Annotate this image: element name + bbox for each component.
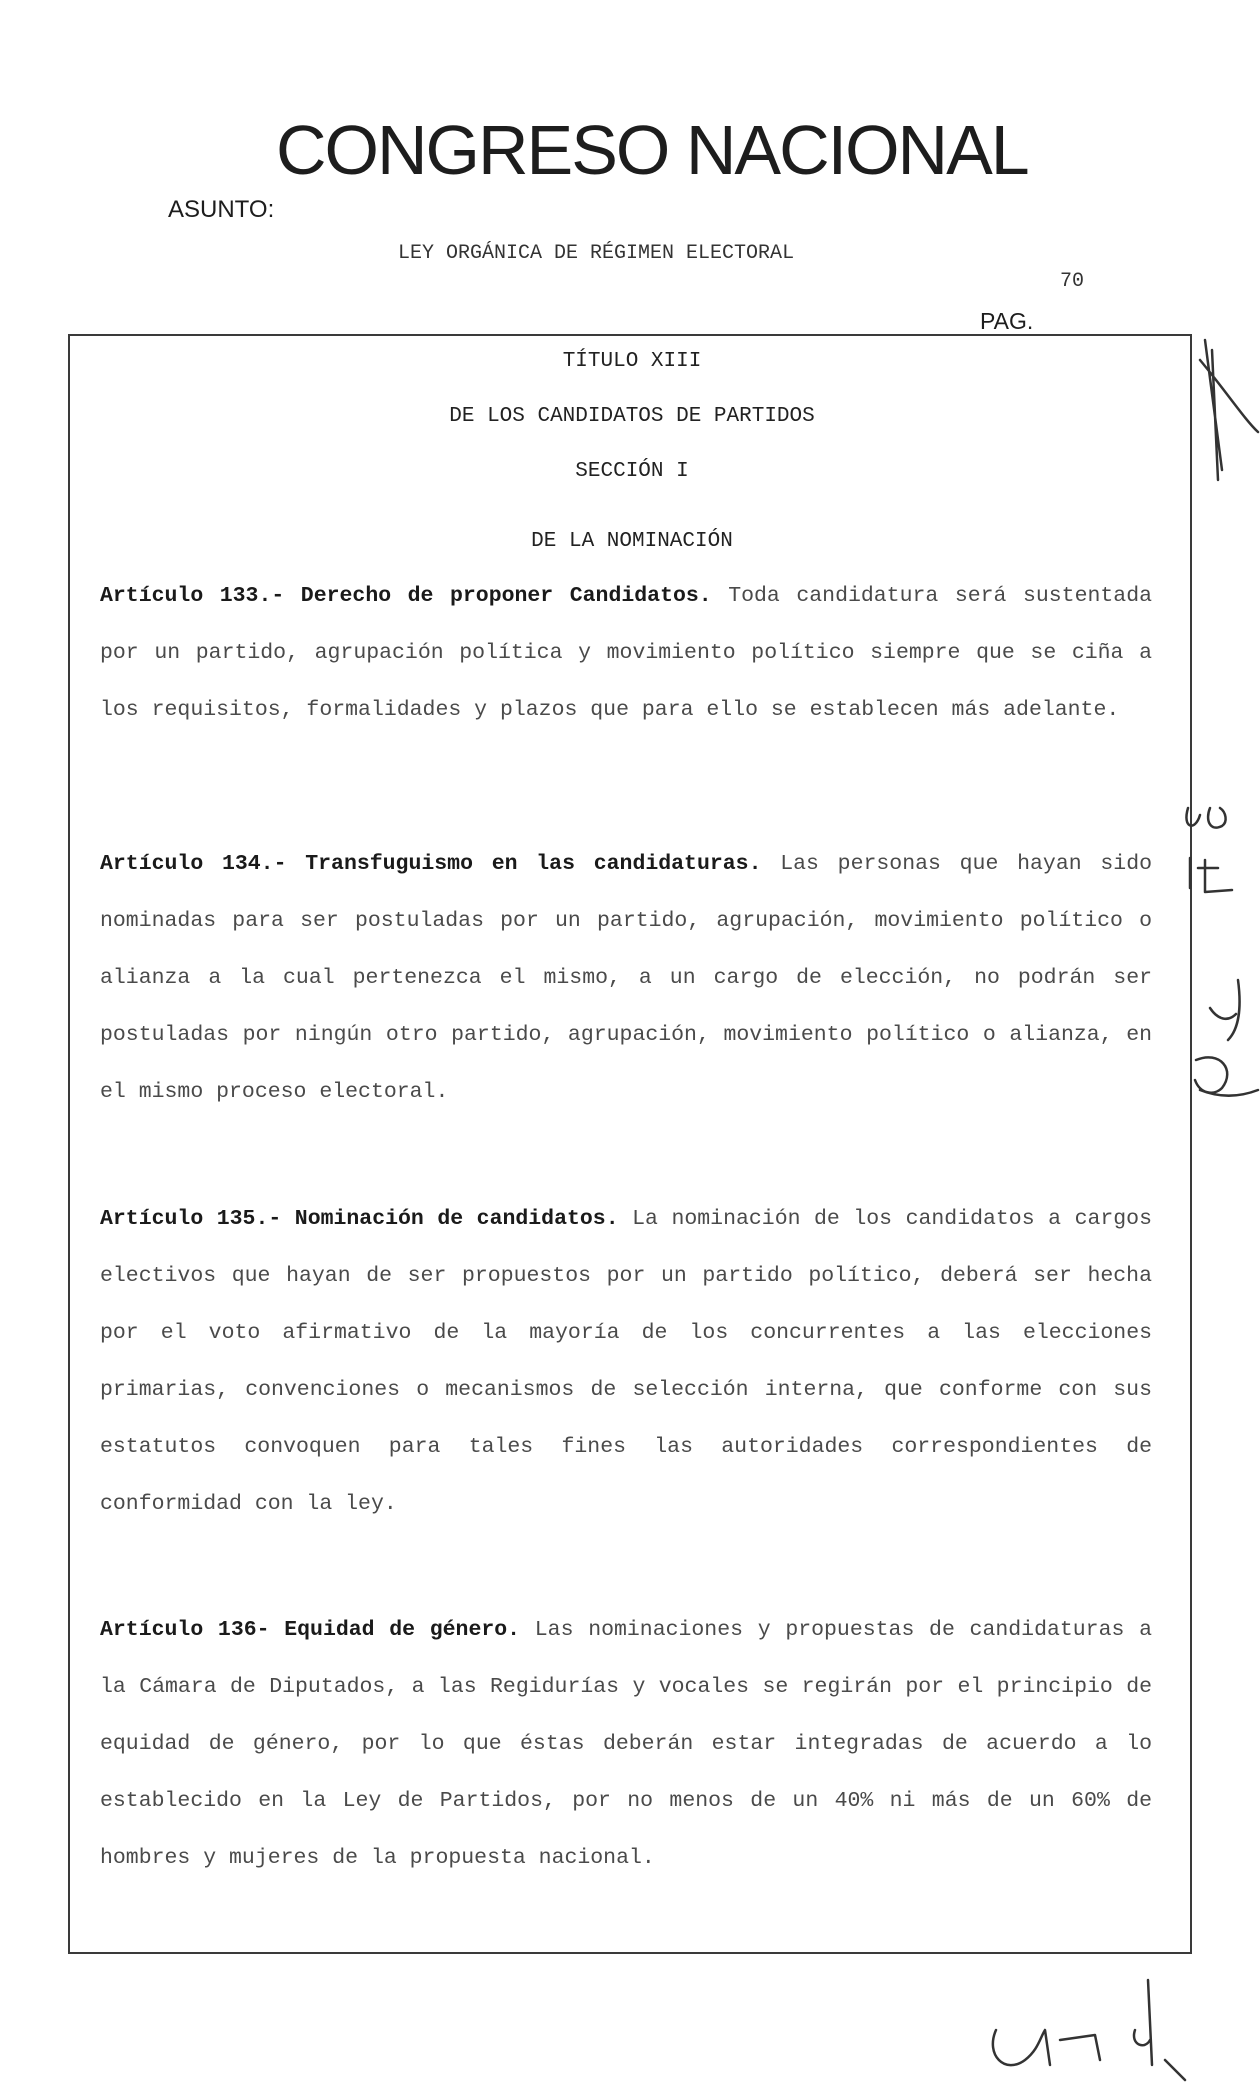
subject-text: LEY ORGÁNICA DE RÉGIMEN ELECTORAL	[398, 242, 795, 265]
article-135	[100, 1191, 1152, 1533]
signature-mark-top	[1200, 340, 1258, 480]
article-body: Las personas que hayan sido nominadas para ser postuladas por un partido, agrupación, movimiento político o alianza a la cual pertenezca el mismo, a un cargo de elección, no podrán ser postuladas por ningún otro partido, agrupación, movimiento político o alianza, en el mismo proceso electoral.	[100, 852, 1152, 1104]
article-heading: Artículo 133.- Derecho de proponer Candidatos.	[100, 584, 712, 608]
article-body: Toda candidatura será sustentada por un partido, agrupación política y movimiento político siempre que se ciña a los requisitos, formalidades y plazos que para ello se establecen más adelante.	[100, 584, 1152, 722]
title-heading: TÍTULO XIII	[562, 350, 702, 373]
initials-mark-4	[1195, 1057, 1258, 1095]
article-body: La nominación de los candidatos a cargos electivos que hayan de ser propuestos por un partido político, deberá ser hecha por el voto afirmativo de la mayoría de los concurrentes a las elecciones primarias, convenciones o mecanismos de selección interna, que conforme con sus estatutos convoquen para tales fines las autoridades correspondientes de conformidad con la ley.	[100, 1207, 1152, 1516]
initials-mark-3	[1210, 980, 1240, 1040]
section-subtitle-heading: DE LA NOMINACIÓN	[531, 530, 733, 553]
article-134	[100, 836, 1152, 1121]
initials-mark-2	[1190, 858, 1232, 892]
content-box	[68, 334, 1192, 1954]
article-heading: Artículo 134.- Transfuguismo en las candidaturas.	[100, 852, 762, 876]
article-136	[100, 1602, 1152, 1887]
asunto-label: ASUNTO:	[168, 196, 275, 223]
page-label: PAG.	[980, 308, 1034, 334]
subtitle-heading: DE LOS CANDIDATOS DE PARTIDOS	[449, 405, 815, 428]
article-heading: Artículo 136- Equidad de género.	[100, 1618, 521, 1642]
signature-mark-bottom	[993, 1980, 1185, 2080]
section-heading: SECCIÓN I	[575, 460, 689, 483]
document-header-title: CONGRESO NACIONAL	[276, 111, 1028, 189]
article-133	[100, 568, 1152, 739]
article-heading: Artículo 135.- Nominación de candidatos.	[100, 1207, 619, 1231]
article-body: Las nominaciones y propuestas de candidaturas a la Cámara de Diputados, a las Regidurías y vocales se regirán por el principio de equidad de género, por lo que éstas deberán estar integradas de acuerdo a lo establecido en la Ley de Partidos, por no menos de un 40% ni más de un 60% de hombres y mujeres de la propuesta nacional.	[100, 1618, 1152, 1870]
page-number: 70	[1060, 270, 1085, 293]
initials-mark-1	[1186, 808, 1225, 828]
